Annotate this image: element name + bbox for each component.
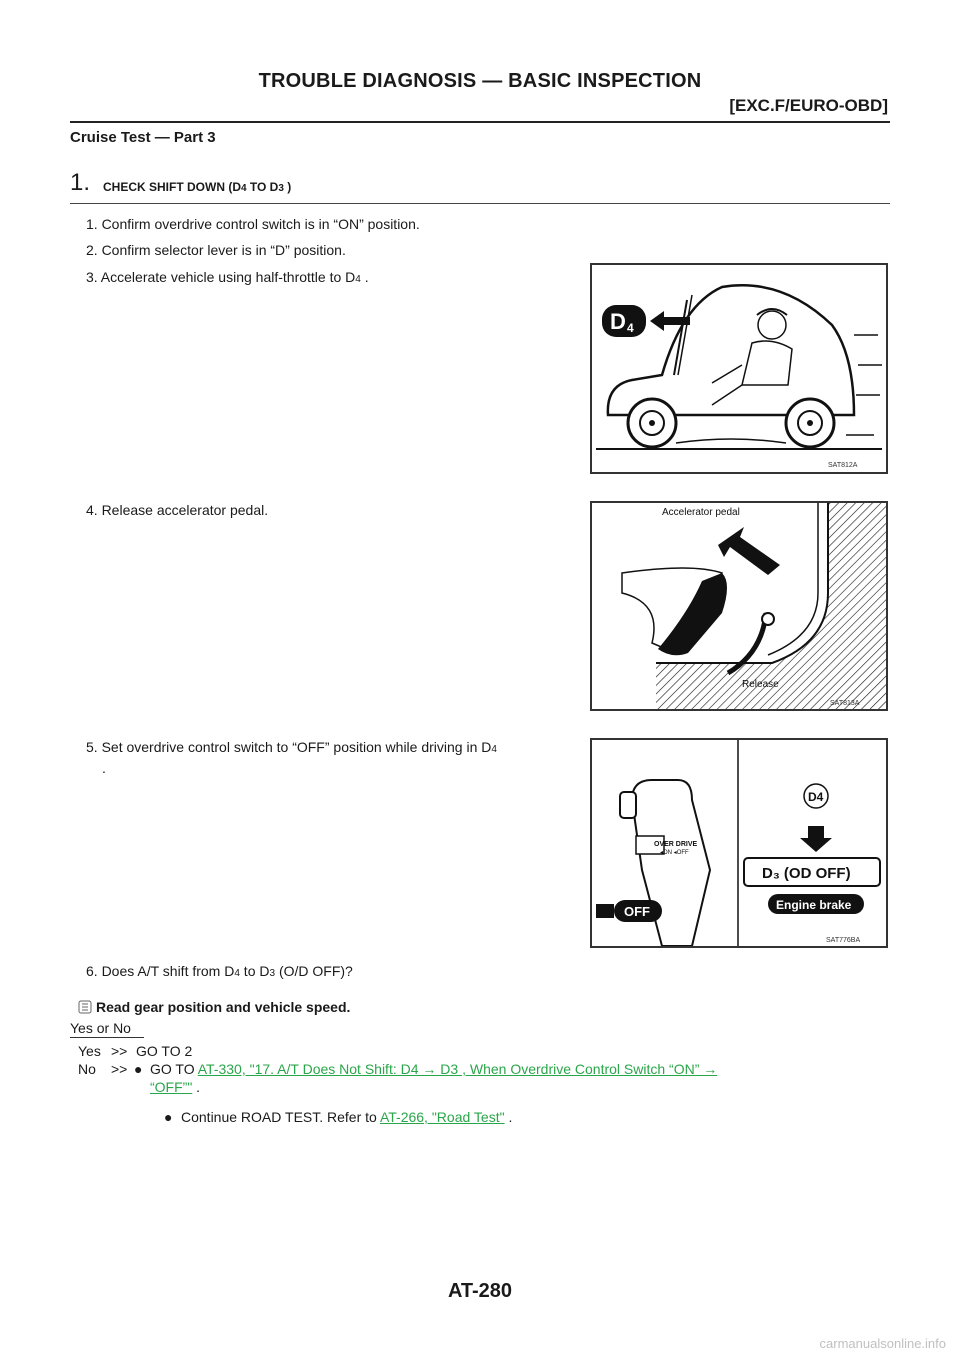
instruction-4: 4. Release accelerator pedal. [86,502,269,518]
instruction-6: 6. Does A/T shift from D4 to D3 (O/D OFF)? [86,963,353,979]
instruction-5: 5. Set overdrive control switch to “OFF” position while driving in D4 . [86,739,497,776]
d4-label: D4 [808,790,824,804]
figure-overdrive-switch [590,738,888,948]
on-off-label: ◂ON ◂OFF [660,850,689,856]
watermark: carmanualsonline.info [819,1336,946,1351]
step-divider [70,203,890,204]
answer-no-arrow: >> [111,1061,128,1077]
yes-or-no-underline [70,1037,144,1038]
off-label: OFF [624,904,650,919]
page-header-subtitle: [EXC.F/EURO-OBD] [729,96,888,115]
figure-code: SAT813A [830,700,860,707]
page-header-title: TROUBLE DIAGNOSIS — BASIC INSPECTION [258,70,702,92]
car-driving-illustration [592,265,886,472]
check-instruction: Read gear position and vehicle speed. [78,999,350,1015]
step-title: CHECK SHIFT DOWN (D4 TO D3 ) [103,180,292,194]
figure-accelerator-pedal [590,501,888,711]
bullet-icon: ● [134,1061,143,1077]
answer-yes-arrow: >> [111,1043,128,1059]
step-number: 1. [70,169,91,196]
page-number: AT-280 [447,1280,513,1302]
link-at-330-cont[interactable]: “OFF”" [150,1079,193,1095]
yes-or-no-label: Yes or No [70,1020,131,1036]
release-arrow-icon [718,527,780,575]
bullet-icon: ● [164,1109,173,1125]
overdrive-switch-illustration [592,740,886,946]
svg-text:4: 4 [627,321,634,335]
engine-brake-label: Engine brake [776,898,852,912]
section-title: Cruise Test — Part 3 [70,129,216,146]
instruction-3: 3. Accelerate vehicle using half-throttle to D4 . [86,269,369,285]
answer-no-label: No [78,1061,96,1077]
header-divider [70,121,890,123]
release-label: Release [742,679,779,690]
d4-badge-label: D [610,309,626,334]
instruction-2: 2. Confirm selector lever is in “D” position. [86,242,346,258]
link-at-266[interactable]: AT-266, "Road Test" [379,1109,505,1125]
answer-no-bullet-1-cont: “OFF”" . [150,1079,201,1095]
figure-code: SAT812A [828,462,858,469]
answer-yes-label: Yes [78,1043,101,1059]
answer-yes-text: GO TO 2 [136,1043,193,1059]
overdrive-label: OVER DRIVE [654,841,698,848]
answer-no-bullet-1: GO TO AT-330, "17. A/T Does Not Shift: D4 → D3 , When Overdrive Control Switch “ON” → [150,1061,718,1077]
figure-car-driving [590,263,888,474]
figure-code: SAT776BA [826,937,861,944]
link-at-330[interactable]: AT-330, "17. A/T Does Not Shift: D4 → D3 , When Overdrive Control Switch “ON” → [197,1061,718,1077]
accelerator-pedal-label: Accelerator pedal [662,507,740,518]
down-arrow-icon [800,826,832,852]
inspection-icon [78,1000,92,1014]
d3-od-off-label: D₃ (OD OFF) [762,865,851,882]
answer-no-bullet-2: Continue ROAD TEST. Refer to AT-266, "Road Test" . [181,1109,513,1125]
instruction-1: 1. Confirm overdrive control switch is in “ON” position. [86,216,420,232]
accelerator-pedal-illustration [592,503,886,709]
